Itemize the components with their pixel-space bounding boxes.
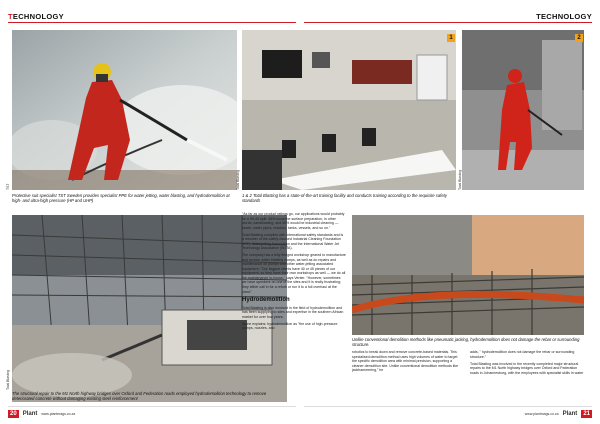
footer-url-right: www.plantmags.co.za (524, 412, 559, 416)
paragraph: The company has a fully fledged workshop geared to manufacture and service water-blasting pumps, as well as do repairs and maintenance on pumps and other water-jetting associated equipment. "Our biggest clients have 40 or 45 pieces of our equipment, so they have their own workshops as well — we do all the maintenance in-house," says Venter. "However, sometimes we have sprinkers on one of the sites and it is really frustrating; they either call in for a refurb or run it to a full overhaul at the plant." (242, 253, 346, 294)
training-room-photo (242, 30, 456, 190)
header-rule (304, 22, 592, 23)
magazine-brand-left: Plant (22, 411, 38, 417)
article-column-3 (470, 350, 584, 406)
header-label: ECHNOLOGY (12, 12, 64, 21)
paragraph: robotics to break down and remove concrete-based materials. This specialised demolition method uses high volumes of water to target the specific demolition area with minimal precision, supporting a cleaner demolition site. Unlike conventional demolition methods like jackhammering," he (352, 350, 459, 373)
magazine-brand-right: Plant (562, 411, 578, 417)
rebar-demolition-photo (352, 215, 584, 335)
photo-credit-2: Total Blasting (236, 169, 240, 190)
paragraph: "As far as our product ratings go, our applications would probably be a 95-45 split. 45% would be surface preparation, in other words, sandblasting, and 55% would be industrial cleaning — sewer, water pipes, reactors, tanks, vessels, and so on." (242, 212, 345, 230)
photo-badge-2: 2 (575, 34, 583, 42)
caption-bottom-left: The structural repair to the M1 North highway bridges over Oxford and Federation roads employed hydrodemolition technology to remove deteriorated concrete without damaging existing steel reinforcement (12, 391, 267, 402)
section-header-right: TECHNOLOGY (536, 12, 592, 21)
footer-right (525, 410, 592, 418)
photo-credit-3: Total Blasting (458, 169, 462, 190)
page-number-left: 20 (10, 411, 17, 417)
footer-url-left: www.plantmags.co.za (41, 412, 76, 416)
protective-suit-photo (462, 30, 584, 190)
subheading-hydrodemolition: Hydrodemolition (242, 297, 290, 304)
page-number-right: 21 (583, 411, 590, 417)
footer-rule-right (304, 406, 592, 407)
article-column-2 (352, 350, 462, 406)
caption-bottom-right: Unlike conventional demolition methods like pneumatic jacking, hydrodemolition does not damage the rebar or surrounding structure. (352, 337, 580, 348)
header-initial: T (8, 12, 13, 21)
paragraph: adds, " hydrodemolition does not damage the rebar or surrounding structure." (470, 350, 575, 359)
photo-badge-1: 1 (447, 34, 455, 42)
paragraph: Total Blasting complies with international safety standards and is a member of the safety-focused Industrial Cleaning Foundation (ICF), Waterjetting Association and the International Water Jet Technology Association (WJTA). (242, 232, 344, 251)
water-jetting-photo (12, 30, 237, 190)
article-column-1 (242, 212, 346, 404)
photo-credit-1: TST (6, 183, 10, 190)
header-rule (8, 22, 296, 23)
caption-top-middle: 1 & 2 Total Blasting has a state-of-the-art training facility and conducts training according to the requisite safety standards (242, 193, 447, 204)
section-header-left (8, 12, 64, 21)
caption-top-left: Protective suit specialist TST Sweden provides specialist PPE for water jetting, water blasting, and hydrodemolition at high- and ultra-high pressure (HP and UHP) (12, 193, 230, 204)
photo-credit-4: Total Blasting (6, 369, 10, 390)
right-page (236, 0, 600, 424)
footer-rule-left (8, 406, 296, 407)
footer-left (8, 410, 75, 418)
paragraph: Total Blasting is also involved in the field of hydrodemolition and has been supplying to sites and expertise in the southern African market for over four years. (242, 305, 344, 319)
paragraph: Stone explains: hydrodemolition as "the use of high-pressure pumps, nozzles, and (242, 321, 338, 331)
paragraph: Total Blasting was involved in the recently completed major structural repairs to the M1 North highway bridges over Oxford and Federation roads in Johannesburg, with the employees with specialist skills in water (470, 361, 584, 375)
